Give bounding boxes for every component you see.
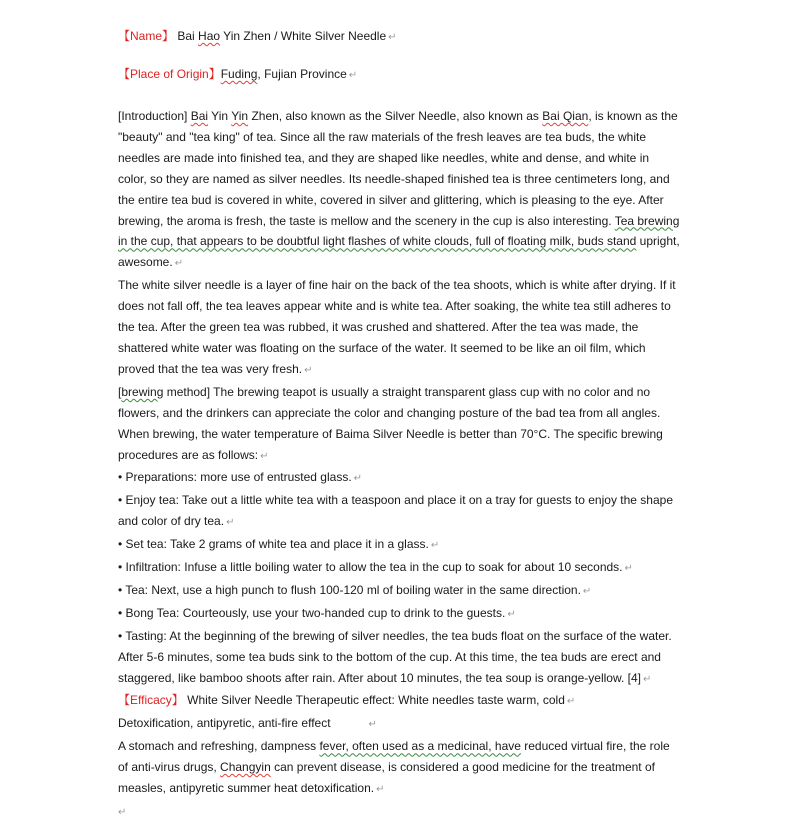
intro-word-yin: Yin: [231, 109, 249, 123]
paragraph-mark-icon: ↵: [226, 517, 235, 529]
paragraph-mark-icon: ↵: [353, 473, 363, 485]
origin-value-fuding: Fuding: [220, 67, 258, 81]
paragraph-mark-icon: ↵: [304, 364, 313, 376]
step-text: • Infiltration: Infuse a little boiling water to allow the tea in the cup to soak for about 10 seconds.: [118, 560, 623, 575]
step-text: • Tea: Next, use a high punch to flush 100-120 ml of boiling water in the same direction.: [118, 582, 581, 597]
step-text: • Preparations: more use of entrusted glass.: [118, 470, 352, 485]
name-value-c: Yin Zhen / White Silver Needle: [220, 29, 387, 43]
step-item: [118, 580, 680, 603]
stomach-word-changyin: Changyin: [220, 760, 271, 775]
origin-label: 【Place of Origin】: [118, 67, 221, 81]
efficacy-text: White Silver Needle Therapeutic effect: White needles taste warm, cold: [183, 693, 565, 708]
detox-text: Detoxification, antipyretic, anti-fire effect: [118, 716, 331, 731]
paragraph-mark-icon: ↵: [430, 540, 440, 552]
intro-text-end: upright, awesome.: [118, 234, 680, 270]
paragraph-mark-icon: ↵: [260, 450, 269, 462]
brewing-text: method] The brewing teapot is usually a straight transparent glass cup with no color and no flowers, and the drinkers can appreciate the color and changing posture of the bad tea from all angles. When brewing, the water temperature of Baima Silver Needle is better than 70°C. The specific brewing procedures are as follows:: [118, 384, 663, 462]
stomach-paragraph: [118, 736, 680, 801]
paragraph-mark-icon: ↵: [376, 784, 385, 796]
step-item: [118, 603, 680, 626]
document-body: [118, 106, 680, 824]
step-item: [118, 490, 680, 534]
efficacy-line: [118, 690, 680, 713]
paragraph-mark-icon: ↵: [582, 585, 592, 597]
intro-paragraph: [118, 106, 680, 275]
step-text: • Enjoy tea: Take out a little white tea with a teaspoon and place it on a tray for guests to enjoy the shape and color of dry tea.: [118, 493, 673, 529]
stomach-text-c: reduced virtual fire, the role of anti-virus drugs,: [118, 739, 670, 775]
intro-text-mid: Zhen, also known as the Silver Needle, also known as: [248, 109, 543, 123]
origin-value-rest: , Fujian Province: [257, 67, 347, 81]
hair-paragraph: [118, 275, 680, 382]
paragraph-mark-icon: ↵: [388, 32, 397, 43]
step-text: • Set tea: Take 2 grams of white tea and place it in a glass.: [118, 537, 429, 552]
paragraph-mark-icon: ↵: [507, 608, 516, 620]
step-item: [118, 467, 680, 490]
intro-text-yin: Yin: [208, 109, 232, 123]
name-value-a: Bai: [177, 29, 199, 43]
origin-line: [118, 65, 357, 85]
intro-grammar-flag: Tea brewing in the cup, that appears to be doubtful light flashes of white clouds, full of floating milk, buds stand: [118, 213, 680, 249]
name-label: 【Name】: [118, 29, 175, 43]
stomach-text-e: can prevent disease, is considered a good medicine for the treatment of measles, antipyretic summer heat detoxification.: [118, 760, 655, 796]
step-item: [118, 557, 680, 580]
detox-line: [118, 713, 680, 736]
efficacy-label: 【Efficacy】: [118, 693, 184, 708]
name-value-hao: Hao: [198, 29, 221, 43]
intro-lead: [Introduction]: [118, 109, 191, 123]
brewing-bracket: [: [118, 384, 122, 399]
intro-text-main: , is known as the "beauty" and "tea king" of tea. Since all the raw materials of the fresh leaves are tea buds, the white needles are made into finished tea, and they are shaped like needles, white and dense, and white in color, so they are named as silver needles. Its needle-shaped finished tea is three centimeters long, and the entire tea bud is covered in white, covered in silver and glittering, which is pleasing to the eye. After brewing, the aroma is fresh, the taste is mellow and the scenery in the cup is also interesting.: [118, 109, 678, 228]
step-item: [118, 534, 680, 557]
paragraph-mark-icon: ↵: [566, 696, 576, 708]
intro-word-bai-qian: Bai Qian: [542, 109, 589, 123]
step-text: • Bong Tea: Courteously, use your two-handed cup to drink to the guests.: [118, 605, 506, 620]
stomach-grammar-flag: fever, often used as a medicinal, have: [319, 739, 521, 754]
paragraph-mark-icon: ↵: [624, 563, 633, 575]
intro-word-bai: Bai: [190, 109, 209, 123]
hair-text: The white silver needle is a layer of fine hair on the back of the tea shoots, which is white after drying. If it does not fall off, the tea leaves appear white and is white tea. After soaking, the white tea still adheres to the tea. After the green tea was rubbed, it was crushed and shattered. After the tea was made, the shattered white water was floating on the surface of the water. It seemed to be like an oil film, which proved that the tea was very fresh.: [118, 278, 676, 376]
paragraph-mark-icon: ↵: [118, 807, 127, 818]
paragraph-mark-icon: ↵: [642, 673, 652, 685]
name-line: [118, 27, 397, 47]
step-item: [118, 626, 680, 691]
step-text: • Tasting: At the beginning of the brewing of silver needles, the tea buds float on the surface of the water. After 5-6 minutes, some tea buds sink to the bottom of the cup. At this time, the tea buds are erect and staggered, like bamboo shoots after rain. After about 10 minutes, the tea soup is orange-yellow. [4]: [118, 628, 672, 685]
paragraph-mark-icon: ↵: [174, 258, 184, 270]
stomach-text-a: A stomach and refreshing, dampness: [118, 739, 320, 754]
brewing-word: brewing: [121, 384, 164, 399]
paragraph-mark-icon: ↵: [348, 70, 358, 81]
brewing-paragraph: [118, 382, 680, 468]
paragraph-mark-icon: ↵: [368, 719, 377, 731]
empty-paragraph: [118, 801, 680, 824]
